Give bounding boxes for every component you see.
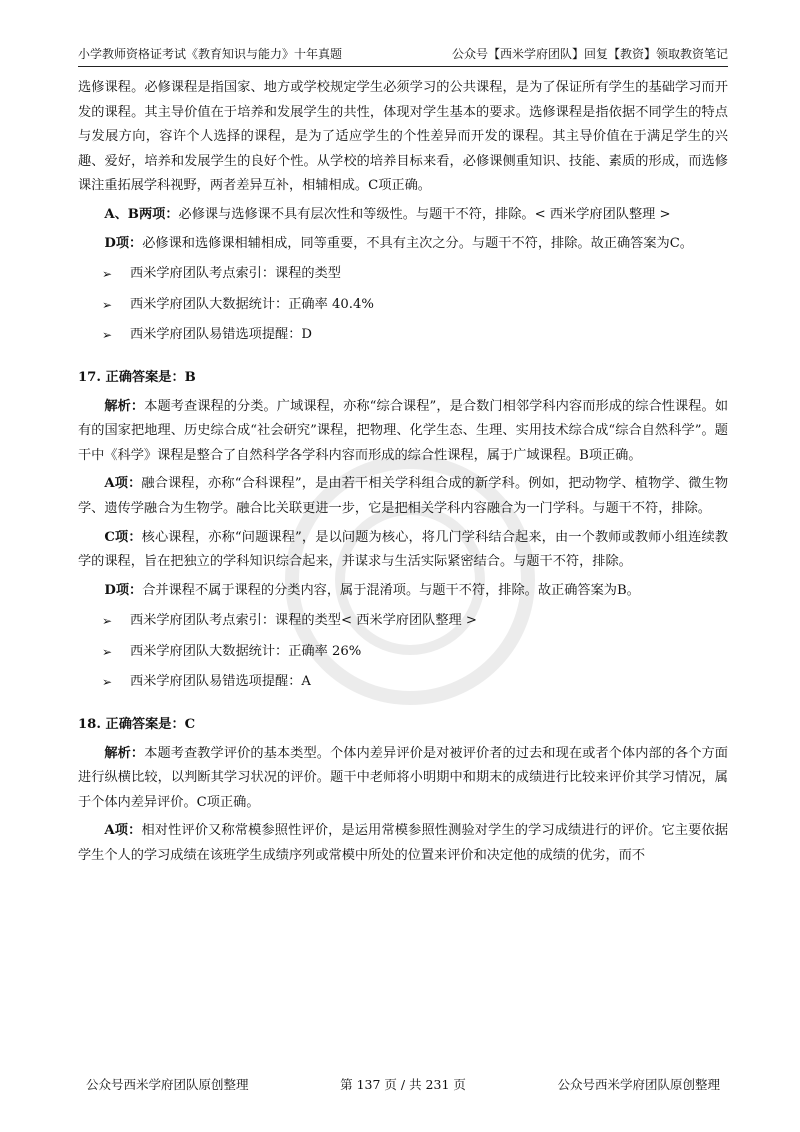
arrow-bullet-icon: ➢ bbox=[102, 614, 113, 629]
q16-bullet-error bbox=[78, 323, 728, 348]
q17-explanation-label: 解析： bbox=[104, 398, 145, 414]
q17-bullet-stats bbox=[78, 640, 728, 665]
q16-option-ab-text: 必修课与选修课不具有层次性和等级性。与题干不符，排除。< 西米学府团队整理 > bbox=[178, 206, 671, 222]
q17-option-a-label: A项： bbox=[104, 476, 142, 492]
q16-bullet-stats bbox=[78, 293, 728, 318]
arrow-bullet-icon: ➢ bbox=[102, 267, 113, 282]
q16-option-ab bbox=[78, 203, 728, 228]
q17-option-a-text: 融合课程，亦称“合科课程”，是由若干相关学科组合成的新学科。例如，把动物学、植物学、微生物学、遗传学融合为生物学。融合比关联更进一步，它是把相关学科内容融合为一门学科。与题干不符，排除。 bbox=[78, 476, 729, 516]
header-left-title: 小学教师资格证考试《教育知识与能力》十年真题 bbox=[78, 47, 343, 61]
q16-bullet-stats-text: 西米学府团队大数据统计：正确率 40.4% bbox=[130, 296, 374, 312]
q17-bullet-topic bbox=[78, 609, 728, 634]
q17-bullet-topic-text: 西米学府团队考点索引：课程的类型< 西米学府团队整理 > bbox=[130, 613, 477, 629]
q16-option-ab-label: A、B两项： bbox=[104, 206, 179, 222]
page-footer bbox=[78, 1075, 728, 1095]
q17-bullet-stats-text: 西米学府团队大数据统计：正确率 26% bbox=[130, 643, 362, 659]
document-body bbox=[78, 76, 728, 869]
arrow-bullet-icon: ➢ bbox=[102, 644, 113, 659]
q16-explanation-paragraph: 选修课程。必修课程是指国家、地方或学校规定学生必须学习的公共课程，是为了保证所有学生的基础学习而开发的课程。其主导价值在于培养和发展学生的共性，体现对学生基本的要求。选修课程是指依据不同学生的特点与发展方向，容许个人选择的课程，是为了适应学生的个性差异而开发的课程。其主导价值在于满足学生的兴趣、爱好，培养和发展学生的良好个性。从学校的培养目标来看，必修课侧重知识、技能、素质的形成，而选修课注重拓展学科视野，两者差异互补，相辅相成。C项正确。 bbox=[78, 80, 728, 194]
q18-option-a bbox=[78, 819, 728, 868]
q17-bullet-error bbox=[78, 670, 728, 695]
q16-bullet-topic-text: 西米学府团队考点索引：课程的类型 bbox=[130, 266, 341, 282]
footer-right-note: 公众号西米学府团队原创整理 bbox=[557, 1077, 720, 1092]
footer-left-note: 公众号西米学府团队原创整理 bbox=[86, 1077, 249, 1092]
arrow-bullet-icon: ➢ bbox=[102, 297, 113, 312]
q17-bullet-error-text: 西米学府团队易错选项提醒：A bbox=[130, 674, 311, 690]
header-right-note: 公众号【西米学府团队】回复【教资】领取教资笔记 bbox=[451, 47, 728, 61]
q18-option-a-text: 相对性评价又称常模参照性评价，是运用常模参照性测验对学生的学习成绩进行的评价。它主要依据学生个人的学习成绩在该班学生成绩序列或常模中所处的位置来评价和决定他的成绩的优劣，而不 bbox=[78, 823, 729, 864]
q18-explanation-text: 本题考查教学评价的基本类型。个体内差异评价是对被评价者的过去和现在或者个体内部的各个方面进行纵横比较，以判断其学习状况的评价。题干中老师将小明期中和期末的成绩进行比较来评价其学习情况，属于个体内差异评价。C项正确。 bbox=[78, 745, 728, 810]
q17-option-a bbox=[78, 472, 728, 521]
q18-option-a-label: A项： bbox=[104, 823, 142, 839]
arrow-bullet-icon: ➢ bbox=[102, 328, 113, 343]
q17-option-d-text: 合并课程不属于课程的分类内容，属于混淆项。与题干不符，排除。故正确答案为B。 bbox=[142, 582, 640, 598]
q16-option-d-text: 必修课和选修课相辅相成，同等重要，不具有主次之分。与题干不符，排除。故正确答案为C。 bbox=[142, 235, 693, 251]
q17-explanation bbox=[78, 395, 728, 469]
q18-explanation bbox=[78, 742, 728, 816]
q17-option-d bbox=[78, 579, 728, 604]
q16-option-d bbox=[78, 232, 728, 257]
q17-answer-heading: 17. 正确答案是：B bbox=[78, 369, 196, 385]
q16-bullet-topic bbox=[78, 262, 728, 287]
q17-option-c bbox=[78, 526, 728, 575]
arrow-bullet-icon: ➢ bbox=[102, 675, 113, 690]
page-number: 第 137 页 / 共 231 页 bbox=[340, 1077, 466, 1092]
q18-explanation-label: 解析： bbox=[104, 745, 145, 761]
q17-option-c-text: 核心课程，亦称“问题课程”，是以问题为核心，将几门学科结合起来，由一个教师或教师小组连续教学的课程，旨在把独立的学科知识综合起来，并谋求与生活实际紧密结合。与题干不符，排除。 bbox=[78, 529, 729, 570]
q18-answer-heading: 18. 正确答案是：C bbox=[78, 717, 196, 733]
page-header bbox=[78, 44, 728, 67]
q17-option-d-label: D项： bbox=[104, 582, 143, 598]
q16-option-d-label: D项： bbox=[104, 235, 143, 251]
q17-option-c-label: C项： bbox=[104, 529, 142, 545]
q16-bullet-error-text: 西米学府团队易错选项提醒：D bbox=[130, 327, 313, 343]
q17-explanation-text: 本题考查课程的分类。广域课程，亦称“综合课程”，是合数门相邻学科内容而形成的综合性课程。如有的国家把地理、历史综合成“社会研究”课程，把物理、化学生态、生理、实用技术综合成“综合自然科学”。题干中《科学》课程是整合了自然科学各学科内容而形成的综合性课程，属于广域课程。B项正确。 bbox=[78, 398, 729, 463]
